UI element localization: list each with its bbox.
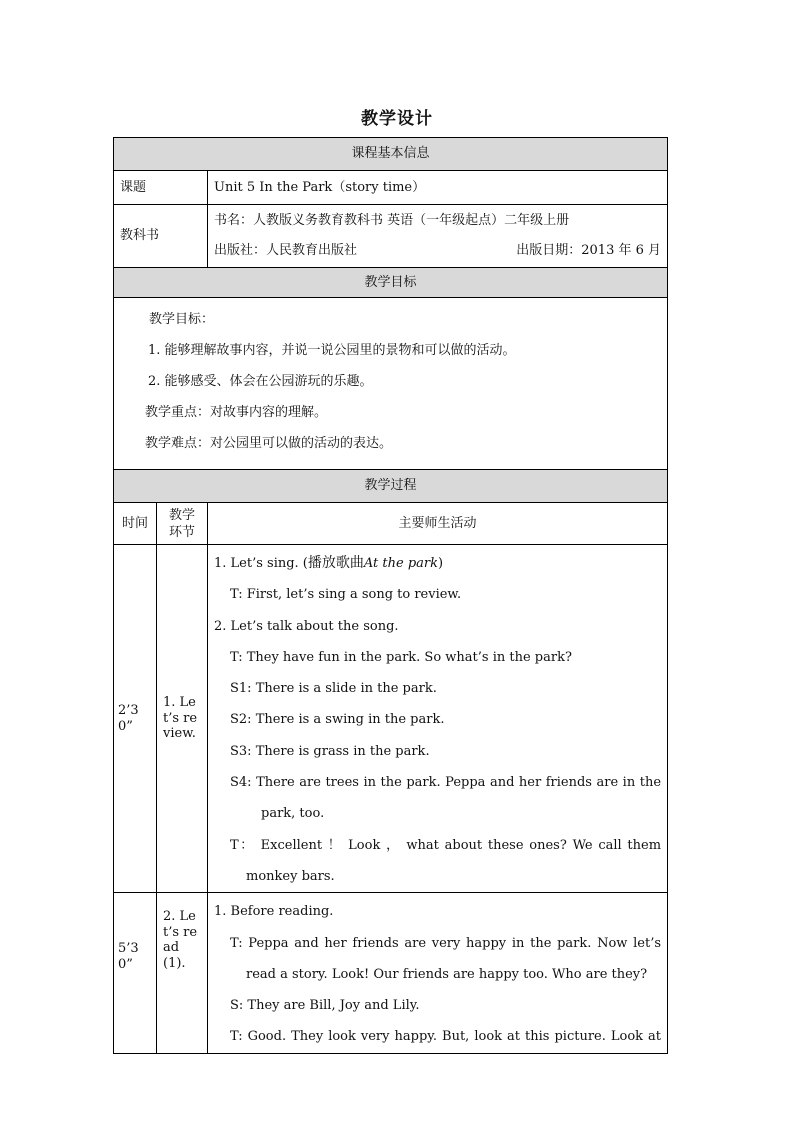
page-title: 教学设计: [361, 109, 433, 129]
objectives-header: 教学目标: [114, 268, 668, 298]
course-info-header: 课程基本信息: [114, 138, 668, 171]
activity-cell: [208, 893, 668, 1053]
step-cell: 1. Let’s review.: [157, 545, 208, 893]
activity-line: T: Good. They look very happy. But, look at this picture. Look at: [230, 1029, 662, 1045]
objective-item: 2. 能够感受、体会在公园游玩的乐趣。: [148, 374, 373, 389]
textbook-name: 书名：人教版义务教育教科书 英语（一年级起点）二年级上册: [214, 213, 570, 228]
topic-value: Unit 5 In the Park（story time）: [208, 171, 668, 205]
activity-line: 1. Let’s sing. (播放歌曲At the park): [214, 555, 444, 571]
activity-line: T: They have fun in the park. So what’s in the park?: [230, 649, 572, 665]
step-cell: 2. Let’s read (1).: [157, 893, 208, 1053]
activity-line: S1: There is a slide in the park.: [230, 681, 437, 697]
process-header: 教学过程: [114, 470, 668, 503]
activity-line: T: First, let’s sing a song to review.: [230, 587, 462, 603]
publish-date: 出版日期：2013 年 6 月: [516, 243, 662, 258]
activity-line: S2: There is a swing in the park.: [230, 712, 445, 728]
lesson-plan-table: [113, 137, 668, 1054]
col-activity-header: 主要师生活动: [208, 503, 668, 545]
activity-line: S: They are Bill, Joy and Lily.: [230, 998, 420, 1014]
col-step-header: 教学环节: [157, 503, 208, 545]
col-time-header: 时间: [114, 503, 157, 545]
activity-cell: [208, 545, 668, 893]
topic-label: 课题: [114, 171, 208, 205]
activity-line: 1. Before reading.: [214, 904, 334, 920]
difficult-point: 教学难点：对公园里可以做的活动的表达。: [145, 436, 393, 451]
objectives-title: 教学目标：: [149, 312, 215, 327]
activity-line: 2. Let’s talk about the song.: [214, 618, 399, 634]
activity-line: S3: There is grass in the park.: [230, 743, 430, 759]
time-cell: 5’30”: [114, 893, 157, 1053]
activity-line: park, too.: [261, 806, 325, 822]
publisher-row: [214, 236, 661, 266]
publisher: 出版社：人民教育出版社: [214, 243, 358, 258]
textbook-label: 教科书: [114, 205, 208, 268]
key-point: 教学重点：对故事内容的理解。: [145, 405, 328, 420]
activity-line: T： Excellent ！ Look ， what about these ones? We call them: [230, 837, 662, 853]
activity-line: read a story. Look! Our friends are happy too. Who are they?: [246, 966, 648, 982]
textbook-info: [208, 205, 668, 268]
activity-line: S4: There are trees in the park. Peppa and her friends are in the: [230, 775, 662, 791]
objectives-cell: [114, 298, 668, 470]
activity-line: monkey bars.: [246, 868, 335, 884]
objective-item: 1. 能够理解故事内容，并说一说公园里的景物和可以做的活动。: [148, 343, 516, 358]
time-cell: 2’30”: [114, 545, 157, 893]
activity-line: T: Peppa and her friends are very happy in the park. Now let’s: [230, 935, 662, 951]
